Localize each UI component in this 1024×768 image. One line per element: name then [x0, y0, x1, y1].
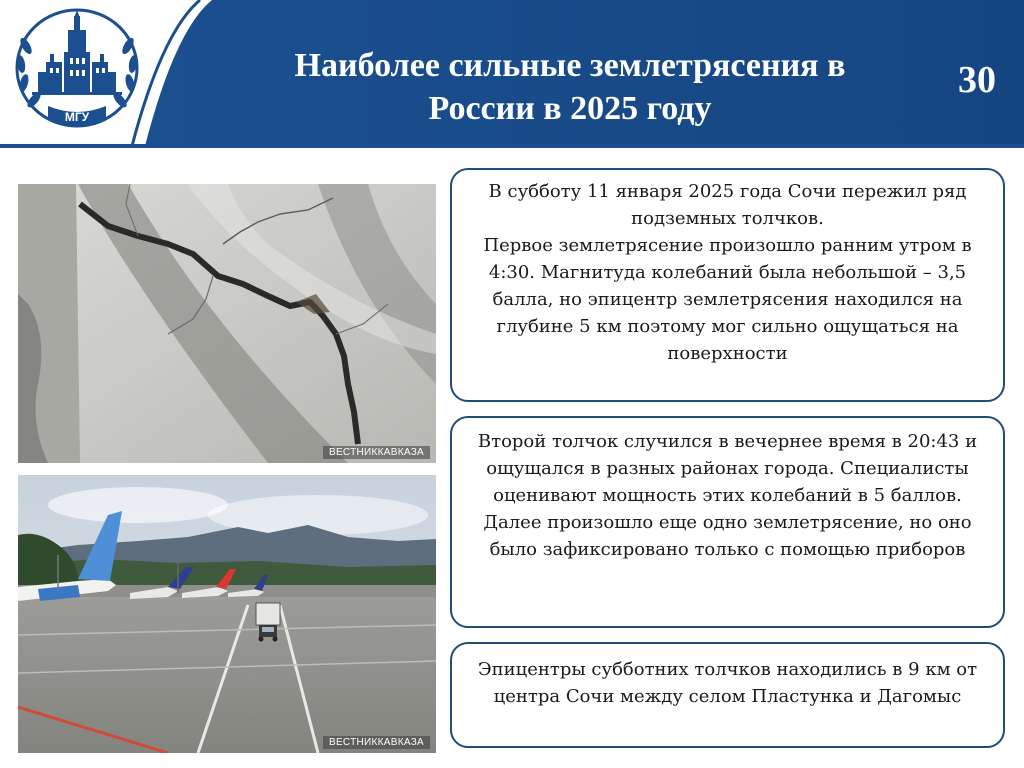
slide-header [0, 0, 1024, 150]
info-paragraph: Первое землетрясение произошло ранним утром в 4:30. Магнитуда колебаний была небольшой – 3,5 балла, но эпицентр землетрясения находился на глубине 5 км поэтому мог сильно ощущаться на поверхности [483, 235, 972, 364]
info-paragraph: В субботу 11 января 2025 года Сочи пережил ряд подземных толчков. [488, 181, 967, 229]
info-paragraph: Эпицентры субботних толчков находились в 9 км от центра Сочи между селом Пластунка и Дагомыс [477, 659, 978, 707]
msu-logo [10, 6, 144, 132]
info-paragraph: Далее произошло еще одно землетрясение, но оно было зафиксировано только с помощью приборов [483, 512, 972, 560]
info-box-first-earthquake [450, 168, 1005, 402]
slide-title-line-1: Наиболее сильные землетрясения в [294, 47, 846, 84]
info-paragraph: Второй толчок случился в вечернее время в 20:43 и ощущался в разных районах города. Специалисты оценивают мощность этих колебаний в 5 баллов. [477, 431, 978, 506]
info-box-second-earthquake [450, 416, 1005, 628]
info-box-epicenters [450, 642, 1005, 748]
photo-watermark: ВЕСТНИККАВКАЗА [323, 446, 430, 459]
page-number: 30 [958, 59, 996, 101]
slide-title [240, 44, 900, 130]
logo-text: МГУ [64, 110, 90, 124]
photo-watermark: ВЕСТНИККАВКАЗА [323, 736, 430, 749]
cracked-wall-photo [18, 184, 436, 463]
airport-apron-photo [18, 475, 436, 753]
slide-title-line-2: России в 2025 году [428, 90, 712, 127]
